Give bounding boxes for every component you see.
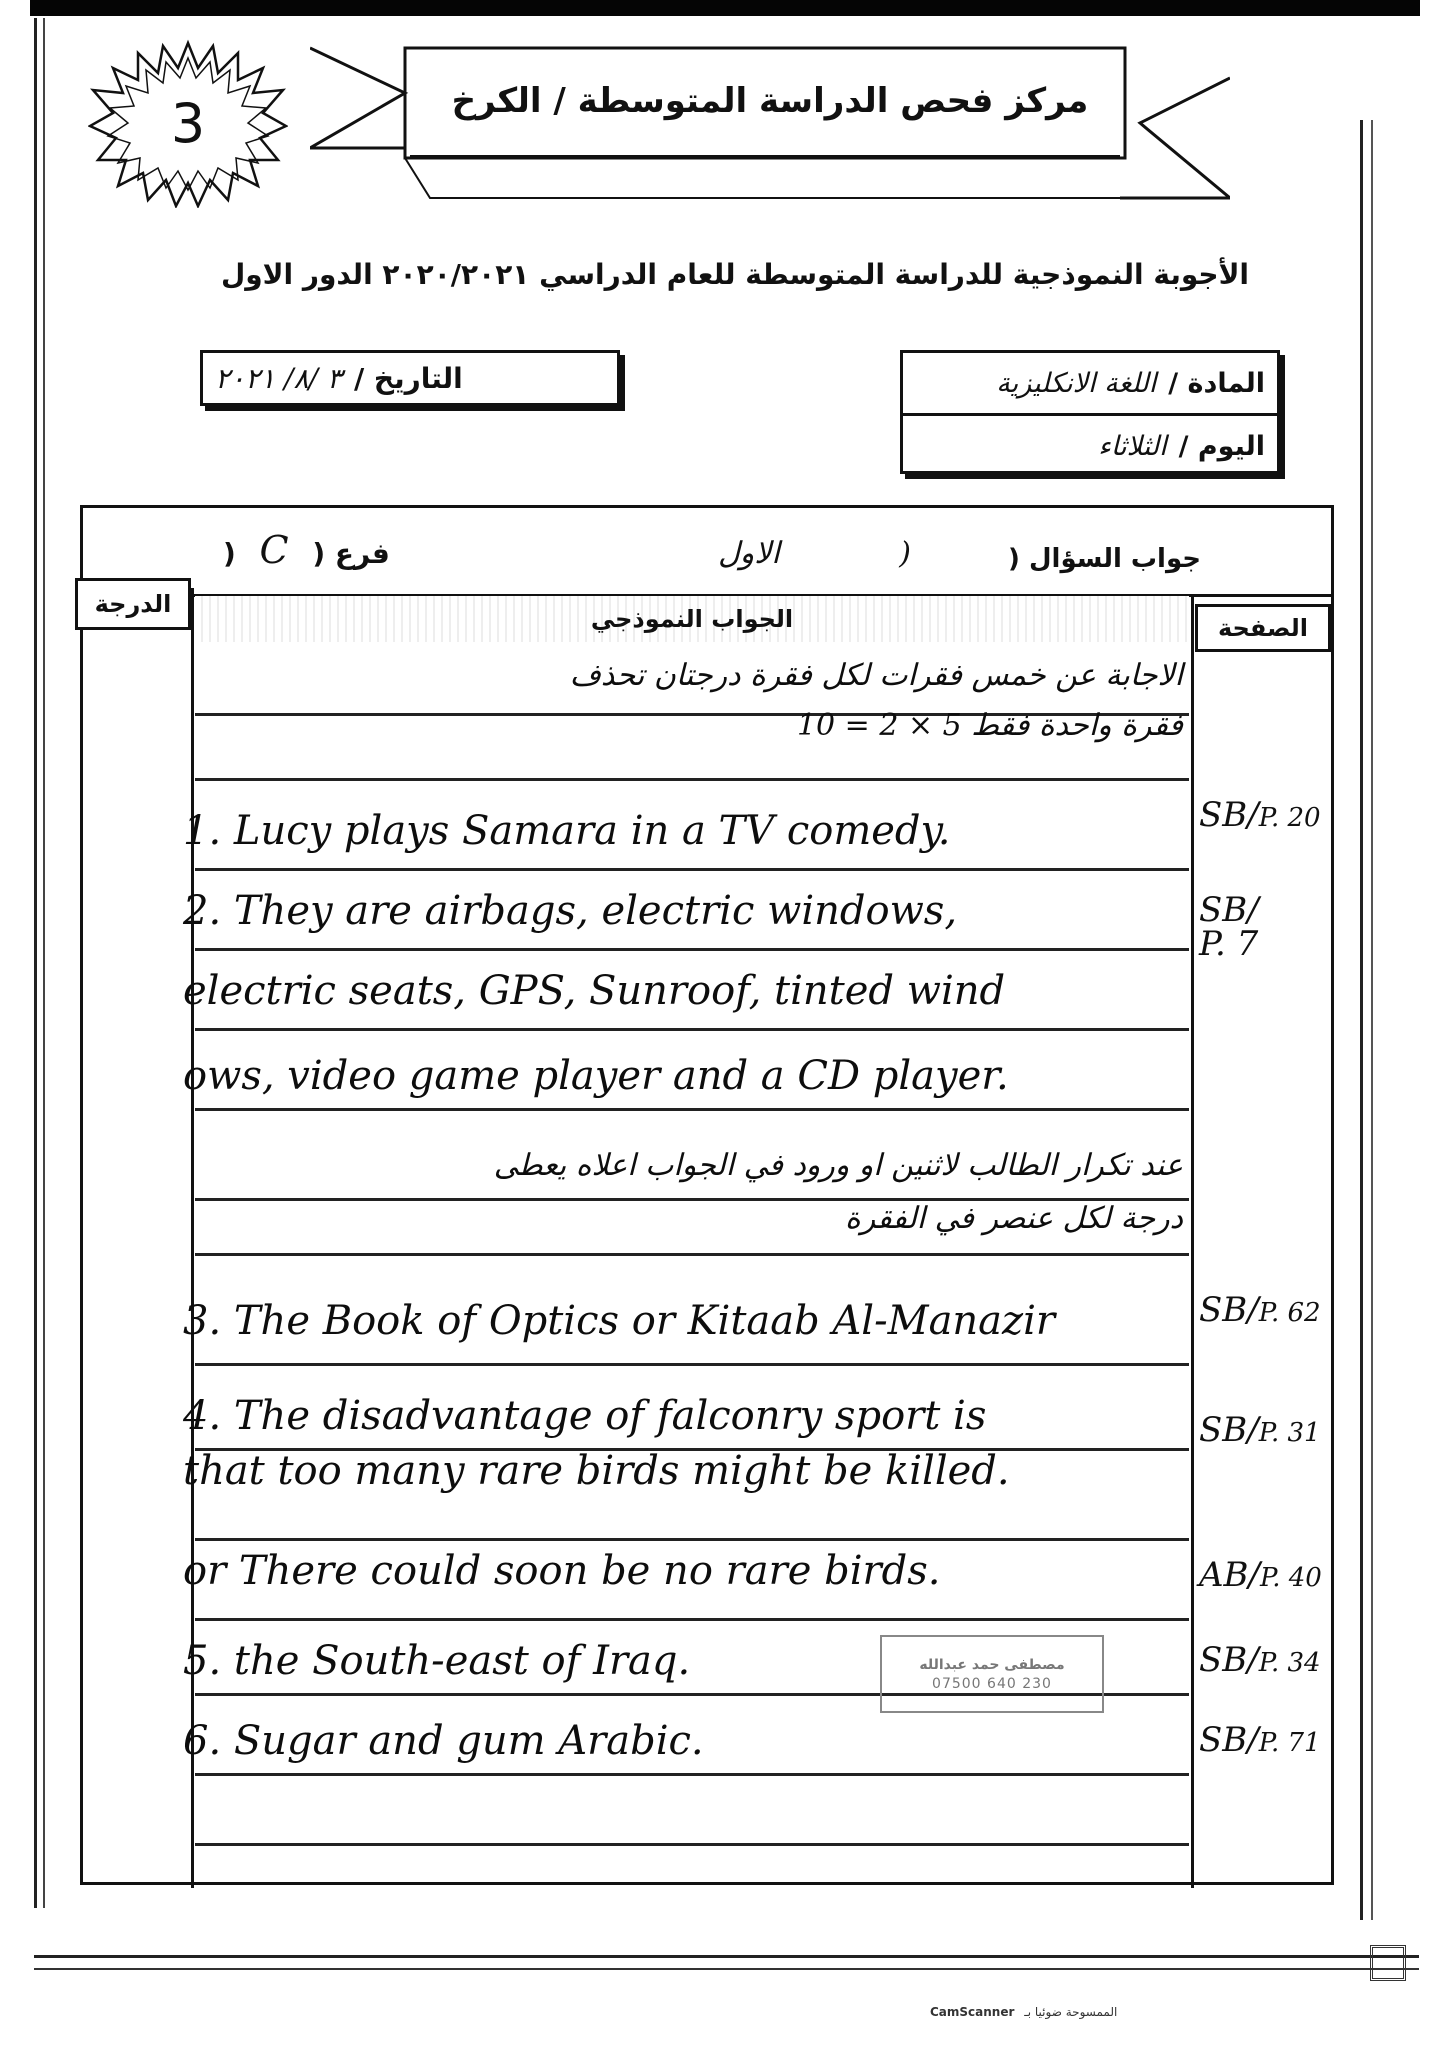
answer-4-line-2: that too many rare birds might be killed. <box>183 1448 1010 1494</box>
branch-close-paren: ) <box>223 537 236 570</box>
question-label-text: جواب السؤال ( <box>1008 544 1201 574</box>
page-number: 3 <box>170 91 206 155</box>
subject-day-box <box>900 350 1280 474</box>
page-ref-2-page: P. 7 <box>1199 924 1259 964</box>
question-label <box>1008 544 1201 574</box>
stamp-name: مصطفى حمد عبدالله <box>919 1656 1065 1673</box>
instruction-line-1: الاجابة عن خمس فقرات لكل فقرة درجتان تحذف <box>569 658 1183 693</box>
bottom-page-border <box>34 1955 1419 1970</box>
grading-note-line-1: عند تكرار الطالب لاثنين او ورود في الجواب اعلاه يعطى <box>493 1148 1183 1183</box>
page-ref-1 <box>1199 795 1329 835</box>
ruled-line <box>195 1538 1189 1541</box>
grade-column-header: الدرجة <box>75 578 191 630</box>
answer-1: 1. Lucy plays Samara in a TV comedy. <box>183 808 951 854</box>
page-ref-4a-page: P. 31 <box>1258 1418 1321 1448</box>
model-answer-column-header: الجواب النموذجي <box>195 596 1189 642</box>
ruled-line <box>195 1618 1189 1621</box>
ruled-line <box>195 1773 1189 1776</box>
right-page-border <box>1360 120 1373 1920</box>
page-ref-3-book: SB/ <box>1199 1290 1259 1330</box>
answer-5: 5. the South-east of Iraq. <box>183 1638 691 1684</box>
page-ref-2 <box>1199 890 1329 964</box>
scanner-app-name: CamScanner <box>930 2005 1015 2019</box>
header-banner <box>310 38 1230 208</box>
page-ref-4a-book: SB/ <box>1199 1410 1259 1450</box>
day-label: اليوم / <box>1178 430 1265 462</box>
grading-note-line-2: درجة لكل عنصر في الفقرة <box>844 1201 1183 1236</box>
ruled-line <box>195 1363 1189 1366</box>
teacher-stamp <box>880 1635 1104 1713</box>
page-ref-1-page: P. 20 <box>1258 803 1321 833</box>
top-border <box>30 0 1420 16</box>
answer-2-line-2: electric seats, GPS, Sunroof, tinted wind <box>183 968 1006 1014</box>
answer-3: 3. The Book of Optics or Kitaab Al-Manazir <box>183 1298 1056 1344</box>
page-ref-5-page: P. 34 <box>1258 1648 1321 1678</box>
ruled-line <box>195 1108 1189 1111</box>
page-ref-3-page: P. 62 <box>1258 1298 1321 1328</box>
branch-value: C <box>259 528 289 572</box>
ruled-line <box>195 1253 1189 1256</box>
page-ref-3 <box>1199 1290 1329 1330</box>
page-ref-6-page: P. 71 <box>1258 1728 1321 1758</box>
scanner-footer-text: الممسوحة ضوئيا بـ <box>1024 2005 1118 2019</box>
answer-table <box>80 505 1334 1885</box>
document-heading: الأجوبة النموذجية للدراسة المتوسطة للعام الدراسي ٢٠٢٠/٢٠٢١ الدور الاول <box>220 258 1250 291</box>
ruled-line <box>195 948 1189 951</box>
page-ref-1-book: SB/ <box>1199 795 1259 835</box>
branch-label: فرع ( <box>312 537 390 570</box>
page-ref-5 <box>1199 1640 1329 1680</box>
page-ref-2-book: SB/ <box>1199 890 1259 930</box>
answer-2-line-3: ows, video game player and a CD player. <box>183 1053 1009 1099</box>
ruled-line <box>195 868 1189 871</box>
day-value: الثلاثاء <box>1098 430 1167 462</box>
left-page-border <box>34 18 45 1908</box>
question-number-text: الاول <box>718 536 780 571</box>
page-ref-6 <box>1199 1720 1329 1760</box>
branch-field <box>223 528 390 572</box>
center-name: مركز فحص الدراسة المتوسطة / الكرخ <box>451 81 1089 121</box>
day-row <box>903 413 1277 476</box>
page-ref-5-book: SB/ <box>1199 1640 1259 1680</box>
ruled-line <box>195 1028 1189 1031</box>
answer-4-line-1: 4. The disadvantage of falconry sport is <box>183 1393 987 1439</box>
date-value: ٣ /٨/ ٢٠٢١ <box>215 361 342 395</box>
instruction-line-2: فقرة واحدة فقط 5 × 2 = 10 <box>796 708 1183 743</box>
ruled-line <box>195 1843 1189 1846</box>
page-column-divider <box>1191 594 1194 1888</box>
date-box <box>200 350 620 406</box>
page-column-header: الصفحة <box>1195 604 1331 652</box>
answer-2-line-1: 2. They are airbags, electric windows, <box>183 888 958 934</box>
stamp-phone: 07500 640 230 <box>932 1675 1052 1692</box>
page-number-badge <box>88 38 288 208</box>
subject-row <box>903 353 1277 413</box>
ruled-line <box>195 778 1189 781</box>
date-label: التاريخ / <box>353 361 463 395</box>
answer-4-line-3: or There could soon be no rare birds. <box>183 1548 941 1594</box>
question-close-paren: ) <box>899 536 911 571</box>
grade-column-divider <box>191 588 194 1888</box>
subject-label: المادة / <box>1168 367 1265 399</box>
scanner-footer <box>930 2005 1117 2019</box>
question-number <box>718 536 911 571</box>
page-ref-4b-book: AB/ <box>1199 1555 1260 1595</box>
page-ref-6-book: SB/ <box>1199 1720 1259 1760</box>
question-row <box>83 508 1331 597</box>
page-ref-4b-page: P. 40 <box>1260 1563 1322 1593</box>
subject-value: اللغة الانكليزية <box>996 367 1157 399</box>
page-ref-4b <box>1199 1555 1329 1595</box>
page-ref-4a <box>1199 1410 1329 1450</box>
answer-6: 6. Sugar and gum Arabic. <box>183 1718 704 1764</box>
bottom-corner-ornament <box>1370 1945 1406 1981</box>
